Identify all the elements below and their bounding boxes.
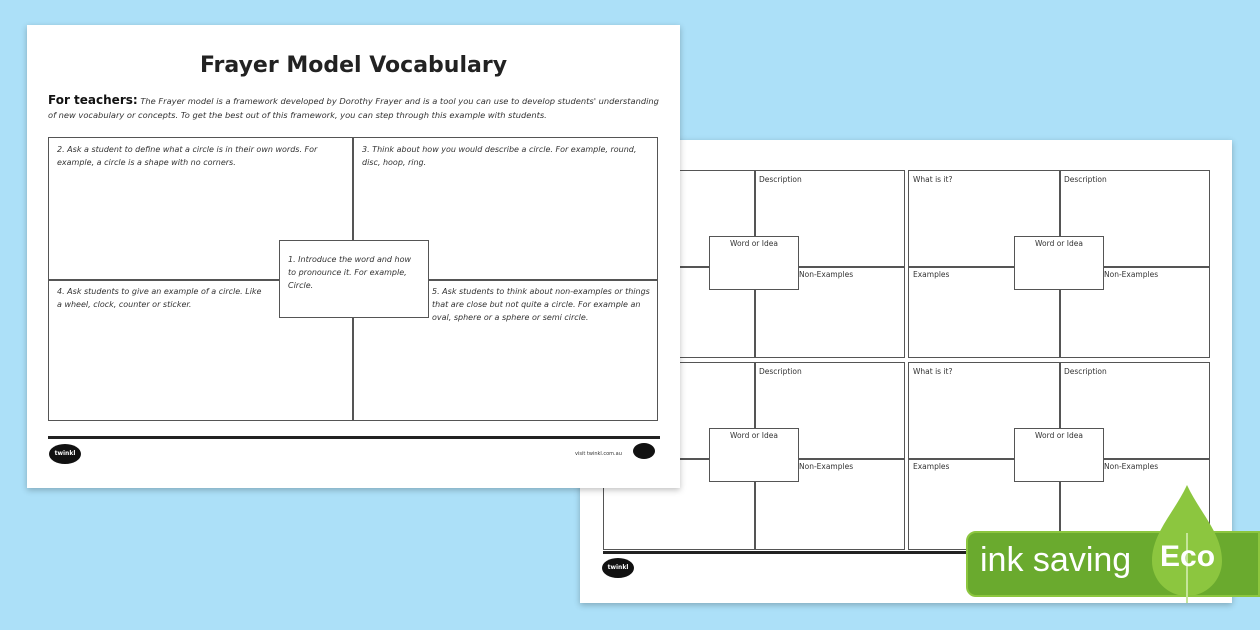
label-word: Word or Idea	[730, 431, 778, 440]
label-what: What is it?	[913, 367, 953, 376]
center-box	[709, 428, 799, 482]
label-non-examples: Non-Examples	[799, 270, 854, 279]
label-non-examples: Non-Examples	[1104, 270, 1159, 279]
label-word: Word or Idea	[1035, 431, 1083, 440]
center-box	[1014, 236, 1104, 290]
cell-definition: 2. Ask a student to define what a circle is in their own words. For example, a circle is a shape with no corners.	[57, 145, 318, 167]
label-word: Word or Idea	[730, 239, 778, 248]
cell-non-examples: 5. Ask students to think about non-examples or things that are close but not quite a circle. For example an oval, sphere or a sphere or semi circle.	[432, 287, 650, 322]
worksheet-teacher-example	[27, 25, 680, 488]
eco-label: Eco	[1160, 540, 1216, 573]
label-description: Description	[1064, 175, 1107, 184]
center-box	[709, 236, 799, 290]
label-description: Description	[1064, 367, 1107, 376]
intro-label: For teachers:	[48, 93, 138, 107]
label-description: Description	[759, 367, 802, 376]
cell-word: 1. Introduce the word and how to pronounce it. For example, Circle.	[288, 255, 412, 290]
cell-description: 3. Think about how you would describe a circle. For example, round, disc, hoop, ring.	[362, 145, 637, 167]
label-examples: Examples	[913, 462, 950, 471]
footer-line	[48, 436, 660, 439]
label-word: Word or Idea	[1035, 239, 1083, 248]
intro-text: The Frayer model is a framework developed by Dorothy Frayer and is a tool you can use to develop students' understanding of new vocabulary or concepts. To get the best out of this framework, you can step through this example with students.	[48, 96, 659, 120]
label-description: Description	[759, 175, 802, 184]
label-what: What is it?	[913, 175, 953, 184]
center-box	[279, 240, 429, 318]
badge-text: ink saving	[980, 541, 1132, 579]
footer-url: visit twinkl.com.au	[575, 451, 622, 457]
label-non-examples: Non-Examples	[799, 462, 854, 471]
page-title: Frayer Model Vocabulary	[199, 53, 508, 78]
center-box	[1014, 428, 1104, 482]
twinkl-badge-icon	[633, 443, 655, 459]
frayer-model	[908, 170, 1210, 358]
teacher-intro	[48, 93, 668, 122]
cell-examples: 4. Ask students to give an example of a circle. Like a wheel, clock, counter or sticker.	[57, 287, 262, 309]
twinkl-logo: twinkl	[602, 558, 634, 578]
label-non-examples: Non-Examples	[1104, 462, 1159, 471]
twinkl-logo: twinkl	[49, 444, 81, 464]
label-examples: Examples	[913, 270, 950, 279]
